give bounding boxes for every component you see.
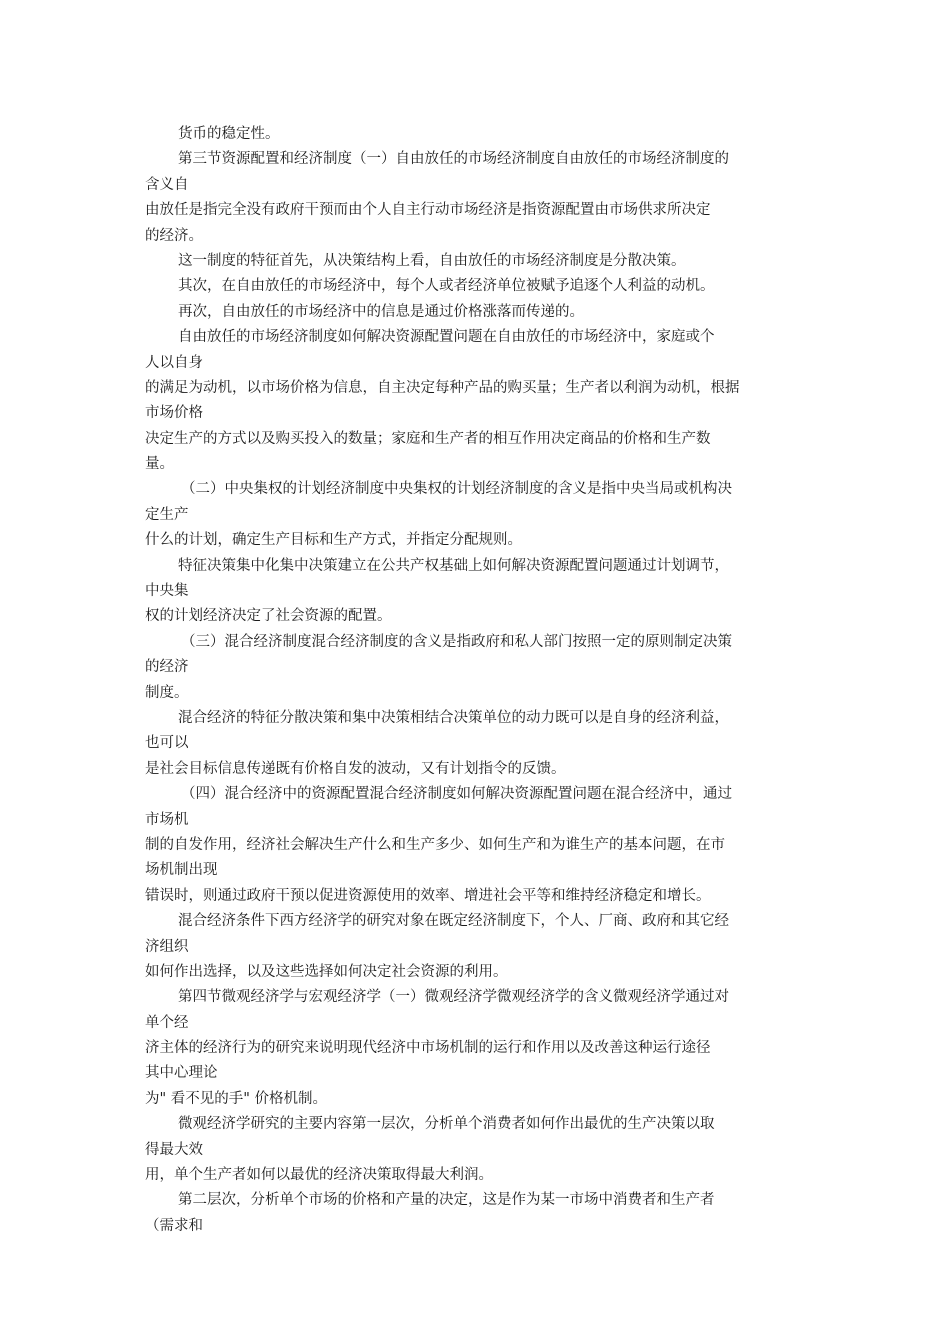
- text-line: 第二层次，分析单个市场的价格和产量的决定，这是作为某一市场中消费者和生产者: [178, 1192, 715, 1209]
- text-line: 用，单个生产者如何以最优的经济决策取得最大利润。: [145, 1167, 493, 1184]
- text-line: 的经济。: [145, 227, 203, 244]
- text-line: 第三节资源配置和经济制度（一）自由放任的市场经济制度自由放任的市场经济制度的: [178, 151, 729, 168]
- text-line: 得最大效: [145, 1141, 203, 1158]
- text-line: 济组织: [145, 938, 189, 955]
- text-line: 特征决策集中化集中决策建立在公共产权基础上如何解决资源配置问题通过计划调节，: [178, 557, 729, 574]
- text-line: 定生产: [145, 506, 189, 523]
- text-line: 也可以: [145, 735, 189, 752]
- text-line: 含义自: [145, 176, 189, 193]
- text-line: 市场机: [145, 811, 189, 828]
- text-line: 决定生产的方式以及购买投入的数量；家庭和生产者的相互作用决定商品的价格和生产数: [145, 430, 711, 447]
- document-body: [145, 122, 817, 1239]
- text-line: 是社会目标信息传递既有价格自发的波动，又有计划指令的反馈。: [145, 760, 566, 777]
- text-line: 混合经济的特征分散决策和集中决策相结合决策单位的动力既可以是自身的经济利益，: [178, 709, 729, 726]
- text-line: 的满足为动机，以市场价格为信息，自主决定每种产品的购买量；生产者以利润为动机，根据: [145, 379, 740, 396]
- text-line: 其中心理论: [145, 1065, 218, 1082]
- text-line: （二）中央集权的计划经济制度中央集权的计划经济制度的含义是指中央当局或机构决: [181, 481, 732, 498]
- text-line: 中央集: [145, 583, 189, 600]
- text-line: （需求和: [145, 1217, 203, 1234]
- text-line: （三）混合经济制度混合经济制度的含义是指政府和私人部门按照一定的原则制定决策: [181, 633, 732, 650]
- text-line: 人以自身: [145, 354, 203, 371]
- text-line: 错误时，则通过政府干预以促进资源使用的效率、增进社会平等和维持经济稳定和增长。: [145, 887, 711, 904]
- text-line: 这一制度的特征首先，从决策结构上看，自由放任的市场经济制度是分散决策。: [178, 252, 686, 269]
- text-line: 市场价格: [145, 405, 203, 422]
- text-line: 单个经: [145, 1014, 189, 1031]
- text-line: 制度。: [145, 684, 189, 701]
- text-line: 由放任是指完全没有政府干预而由个人自主行动市场经济是指资源配置由市场供求所决定: [145, 202, 711, 219]
- text-line: 再次，自由放任的市场经济中的信息是通过价格涨落而传递的。: [178, 303, 584, 320]
- text-line: 制的自发作用，经济社会解决生产什么和生产多少、如何生产和为谁生产的基本问题，在市: [145, 836, 725, 853]
- text-line: （四）混合经济中的资源配置混合经济制度如何解决资源配置问题在混合经济中，通过: [181, 786, 732, 803]
- text-line: 第四节微观经济学与宏观经济学（一）微观经济学微观经济学的含义微观经济学通过对: [178, 989, 729, 1006]
- text-line: 的经济: [145, 659, 189, 676]
- text-line: 其次，在自由放任的市场经济中，每个人或者经济单位被赋予追逐个人利益的动机。: [178, 278, 715, 295]
- text-line: 量。: [145, 456, 174, 473]
- text-line: 场机制出现: [145, 862, 218, 879]
- text-line: 为" 看不见的手" 价格机制。: [145, 1090, 328, 1107]
- text-line: 混合经济条件下西方经济学的研究对象在既定经济制度下，个人、厂商、政府和其它经: [178, 913, 729, 930]
- text-line: 什么的计划，确定生产目标和生产方式，并指定分配规则。: [145, 532, 522, 549]
- text-line: 自由放任的市场经济制度如何解决资源配置问题在自由放任的市场经济中，家庭或个: [178, 329, 715, 346]
- text-line: 济主体的经济行为的研究来说明现代经济中市场机制的运行和作用以及改善这种运行途径: [145, 1040, 711, 1057]
- text-line: 权的计划经济决定了社会资源的配置。: [145, 608, 392, 625]
- text-line: 如何作出选择，以及这些选择如何决定社会资源的利用。: [145, 963, 508, 980]
- text-line: 货币的稳定性。: [178, 126, 280, 142]
- text-line: 微观经济学研究的主要内容第一层次，分析单个消费者如何作出最优的生产决策以取: [178, 1116, 715, 1133]
